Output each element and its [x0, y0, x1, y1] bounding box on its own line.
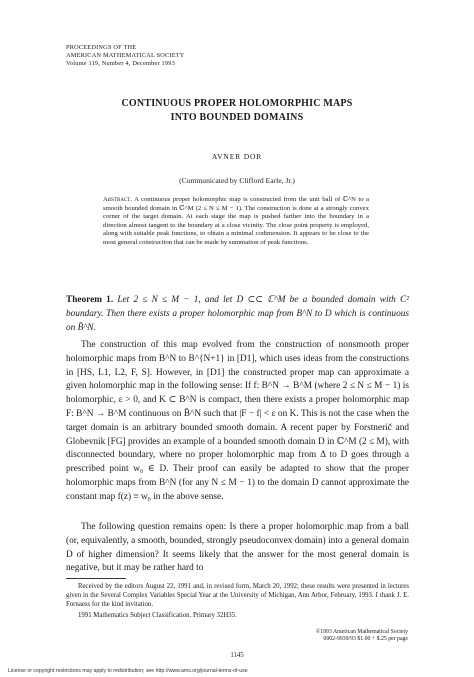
copyright-notice — [316, 629, 408, 643]
footnote-divider — [66, 578, 126, 579]
journal-line-1: PROCEEDINGS OF THE — [66, 44, 137, 51]
abstract-text: A continuous proper holomorphic map is constructed from the unit ball of ℂ^N to a smooth bounded domain in ℂ^M (2 ≤ N ≤ M − 1). The construction is done at a strongly convex corner of the target domain. At each stage the map is pushed farther into the boundary in a direction almost tangent to the boundary at a close vicinity. The close point property is employed, along with suitable peak functions, to obtain a minimal codimension. It appears to be close to the most general construction that can be made by summation of peak functions. — [103, 196, 369, 246]
journal-line-3: Volume 119, Number 4, December 1993 — [66, 60, 175, 67]
title-line-2: INTO BOUNDED DOMAINS — [170, 111, 304, 123]
copyright-line-2: 0002-9939/93 $1.00 + $.25 per page — [323, 636, 408, 642]
license-link[interactable]: License or copyright restrictions may apply to redistribution; see http://www.ams.org/journal-terms-of-use — [8, 668, 248, 674]
paper-title — [0, 97, 474, 124]
journal-line-2: AMERICAN MATHEMATICAL SOCIETY — [66, 52, 185, 59]
paragraph-1: The construction of this map evolved from the construction of nonsmooth proper holomorphic maps from B^N to B^{N+1} in [D1], which uses ideas from the constructions in [HS, L1, L2, F, S]. However, in [D1] the constructed proper map can approximate a given holomorphic map in the following sense: If f: B^N → B^M (where 2 ≤ N ≤ M − 1) is holomorphic, ε > 0, and K ⊂ B^N is compact, then there exists a proper holomorphic map F: B^N → B^M continuous on B̄^N such that |F − f| < ε on K. This is not the case when the target domain is an arbitrary bounded smooth domain. A recent paper by Forstnerič and Globevnik [FG] provides an example of a bounded smooth domain D in ℂ^M (2 ≤ M), with disconnected boundary, where no proper holomorphic map from Δ to D goes through a prescribed point w₀ ∈ D. Their proof can easily be adapted to show that the proper holomorphic maps from B^N (for any N ≤ M − 1) to the domain D cannot approximate the constant map f(z) ≡ w₀ in the above sense. — [66, 340, 409, 502]
theorem-label: Theorem 1. — [66, 295, 114, 305]
theorem-text: Let 2 ≤ N ≤ M − 1, and let D ⊂⊂ ℂ^M be a bounded domain with C² boundary. Then there exists a proper holomorphic map from B^N to D which is continuous on B̄^N. — [66, 295, 409, 333]
copyright-line-1: ©1993 American Mathematical Society — [315, 629, 408, 635]
theorem-1 — [66, 294, 409, 335]
paragraph-2: The following question remains open: Is there a proper holomorphic map from a ball (or, equivalently, a smooth, bounded, strongly pseudoconvex domain) into a general domain D of higher dimension? It seems likely that the answer for the most general domain is negative, but it may be rather hard to — [66, 522, 409, 574]
abstract — [103, 196, 369, 247]
communicated-by: (Communicated by Clifford Earle, Jr.) — [179, 176, 295, 185]
author: AVNER DOR — [211, 152, 263, 161]
journal-header — [66, 44, 185, 68]
title-line-1: CONTINUOUS PROPER HOLOMORPHIC MAPS — [121, 98, 353, 109]
footnote-msc: 1991 Mathematics Subject Classification. Primary 32H35. — [78, 612, 237, 619]
footnote-received: Received by the editors August 22, 1991 and, in revised form, March 20, 1992; these results were presented in lectures given in the Several Complex Variables Special Year at the University of Michigan, Ann Arbor, February, 1993. I thank J. E. Fornaess for the kind invitation. — [66, 583, 409, 608]
page-number: 1145 — [230, 652, 244, 659]
abstract-label: Abstract. — [103, 196, 133, 203]
